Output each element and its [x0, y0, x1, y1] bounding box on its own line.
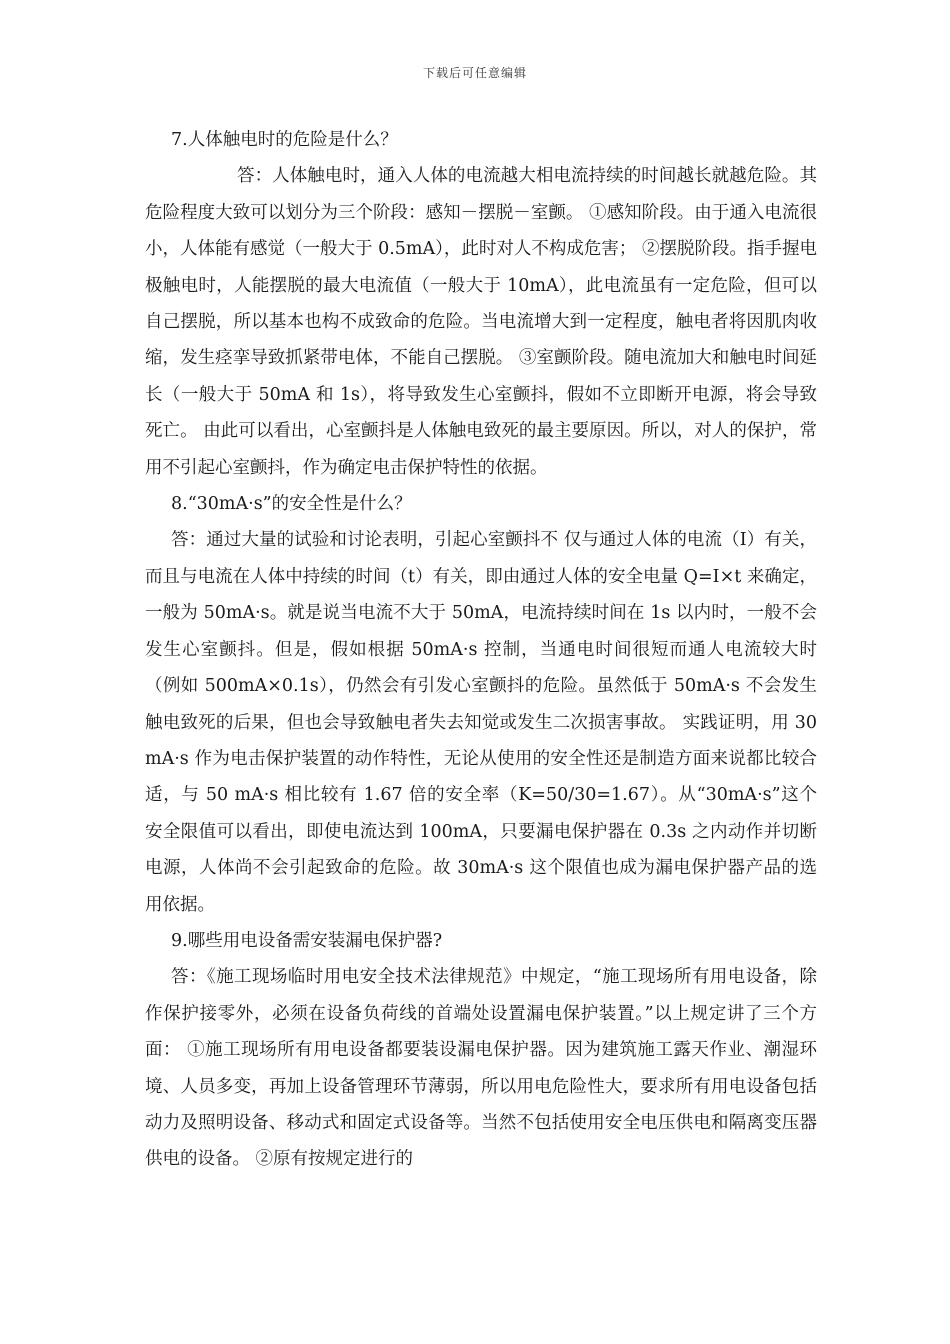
- answer-9: 答：《施工现场临时用电安全技术法律规范》中规定，“施工现场所有用电设备，除作保护接零外，必须在设备负荷线的首端处设置漏电保护装置。”以上规定讲了三个方面： ①施工现场所有用电设备都要装设漏电保护器。因为建筑施工露天作业、潮湿环境、人员多变，再加上设备管理环节薄弱，所以用电危险性大，要求所有用电设备包括动力及照明设备、移动式和固定式设备等。当然不包括使用安全电压供电和隔离变压器供电的设备。 ②原有按规定进行的: [145, 967, 817, 1170]
- document-body: [145, 122, 817, 1178]
- page-header-note: 下载后可任意编辑: [422, 66, 527, 80]
- question-8: 8.“30mA·s”的安全性是什么？: [171, 494, 412, 515]
- answer-8: 答：通过大量的试验和讨论表明，引起心室颤抖不 仅与通过人体的电流（I）有关，而且与电流在人体中持续的时间（t）有关，即由通过人体的安全电量 Q=I×t 来确定，一般为 50mA·s。就是说当电流不大于 50mA，电流持续时间在 1s 以内时，一般不会发生心室颤抖。但是，假如根据 50mA·s 控制，当通电时间很短而通人电流较大时（例如 500mA×0.1s），仍然会有引发心室颤抖的危险。虽然低于 50mA·s 不会发生触电致死的后果，但也会导致触电者失去知觉或发生二次损害事故。 实践证明，用 30 mA·s 作为电击保护装置的动作特性，无论从使用的安全性还是制造方面来说都比较合适，与 50 mA·s 相比较有 1.67 倍的安全率（K=50/30=1.67）。从“30mA·s”这个安全限值可以看出，即使电流达到 100mA，只要漏电保护器在 0.3s 之内动作并切断电源，人体尚不会引起致命的危险。故 30mA·s 这个限值也成为漏电保护器产品的选用依据。: [145, 530, 817, 915]
- question-7: 7.人体触电时的危险是什么？: [171, 130, 398, 150]
- answer-7: 答：人体触电时，通入人体的电流越大相电流持续的时间越长就越危险。其危险程度大致可以划分为三个阶段：感知－摆脱－室颤。 ①感知阶段。由于通入电流很小，人体能有感觉（一般大于 0.5mA），此时对人不构成危害； ②摆脱阶段。指手握电极触电时，人能摆脱的最大电流值（一般大于 10mA），此电流虽有一定危险，但可以自己摆脱，所以基本也构不成致命的危险。当电流增大到一定程度，触电者将因肌肉收缩，发生痉挛导致抓紧带电体，不能自己摆脱。 ③室颤阶段。随电流加大和触电时间延长（一般大于 50mA 和 1s），将导致发生心室颤抖，假如不立即断开电源，将会导致死亡。 由此可以看出，心室颤抖是人体触电致死的最主要原因。所以，对人的保护，常用不引起心室颤抖，作为确定电击保护特性的依据。: [145, 166, 817, 478]
- question-9: 9.哪些用电设备需安装漏电保护器?: [171, 930, 443, 951]
